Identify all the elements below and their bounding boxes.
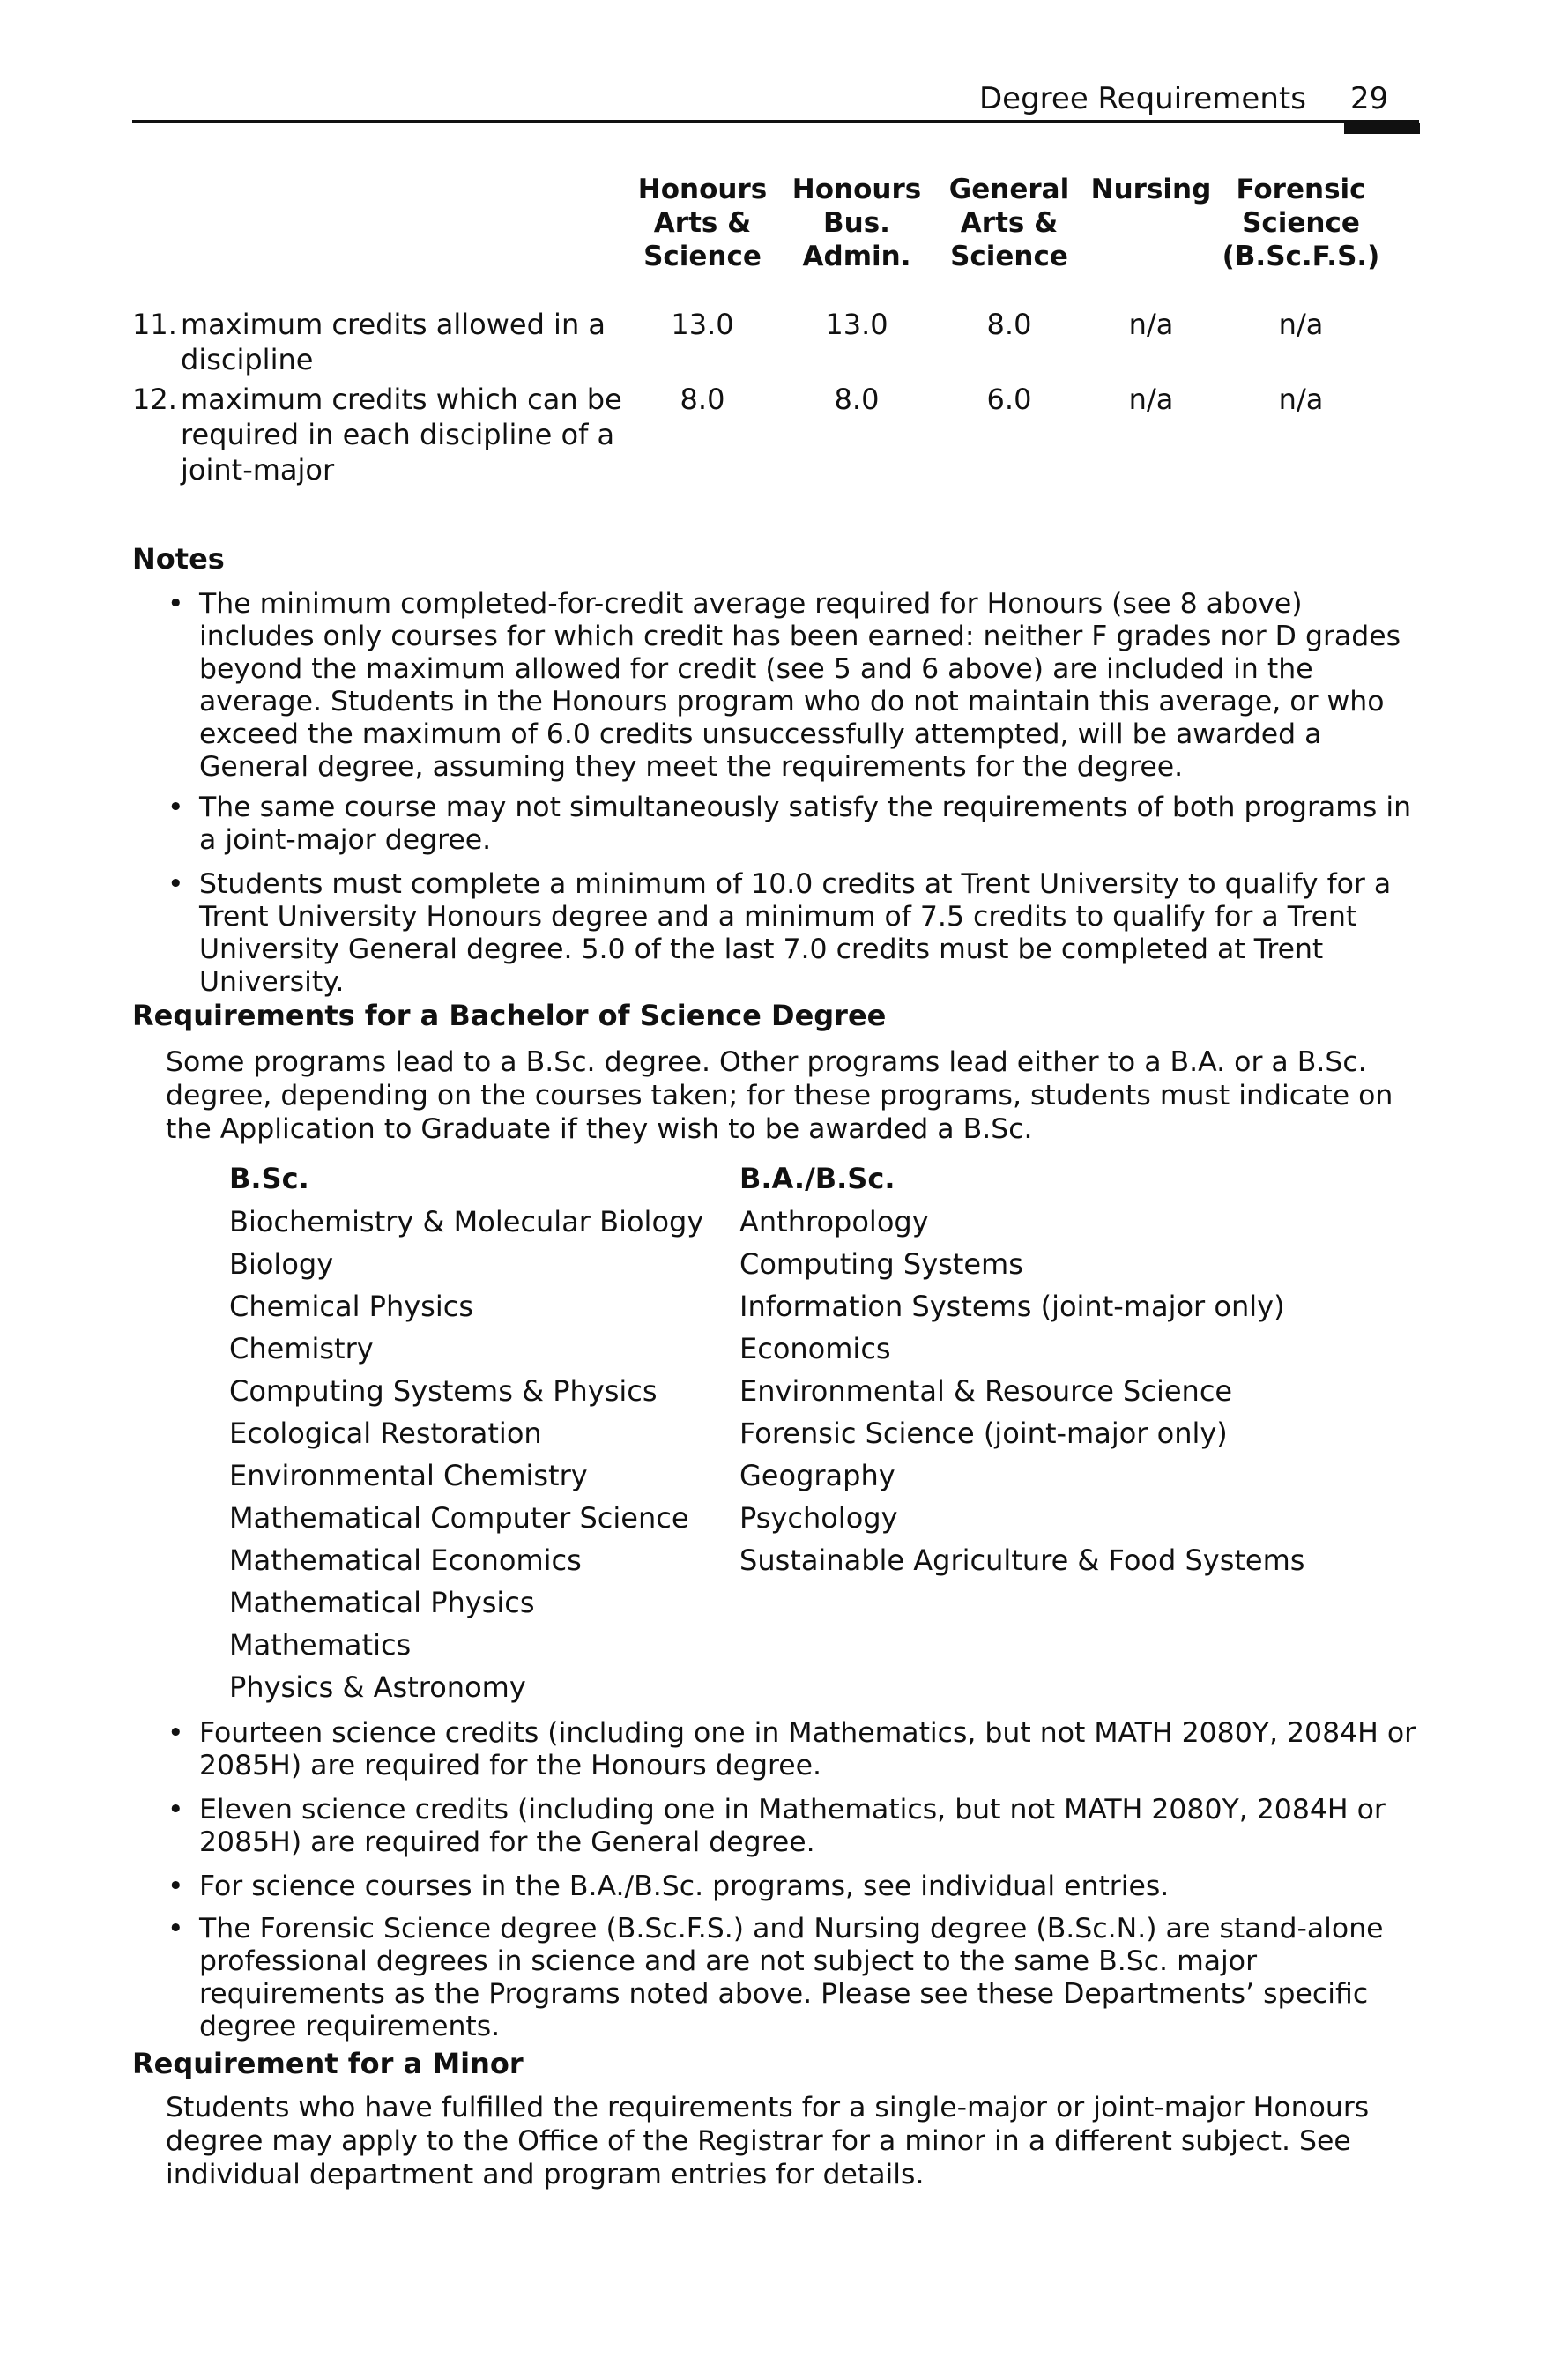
col-header-forensic-science: [1213, 173, 1389, 273]
bsc-column-heading: B.Sc.: [229, 1162, 309, 1195]
running-header-title: Degree Requirements: [979, 81, 1306, 116]
program-list-item: Geography: [739, 1459, 895, 1492]
babsc-program-list: [739, 1201, 1304, 1581]
row-number: 12.: [132, 383, 177, 416]
col-header-line: (B.Sc.F.S.): [1222, 241, 1380, 272]
program-list-item: Anthropology: [739, 1205, 929, 1238]
table-cell: n/a: [1278, 383, 1324, 416]
col-header-line: General: [948, 174, 1070, 205]
program-list-item: Biochemistry & Molecular Biology: [229, 1205, 704, 1238]
bullet-icon: •: [167, 1913, 184, 1945]
program-list-item: Biology: [229, 1247, 334, 1281]
table-cell: 6.0: [986, 383, 1032, 416]
bullet-text: Fourteen science credits (including one in Mathematics, but not MATH 2080Y, 2084H or 2085H) are required for the Honours degree.: [199, 1717, 1416, 1781]
program-list-item: Environmental & Resource Science: [739, 1374, 1233, 1408]
bsc-heading: Requirements for a Bachelor of Science Degree: [132, 999, 887, 1032]
notes-bullet: [167, 588, 1419, 784]
program-list-item: Environmental Chemistry: [229, 1459, 588, 1492]
col-header-line: Admin.: [802, 241, 911, 272]
col-header-line: Forensic: [1236, 174, 1366, 205]
minor-paragraph: Students who have fulfilled the requirements for a single-major or joint-major Honours degree may apply to the Office of the Registrar for a minor in a different subject. See individual department and program entries for details.: [166, 2092, 1370, 2190]
bullet-icon: •: [167, 588, 184, 620]
program-list-item: Mathematics: [229, 1628, 412, 1662]
col-header-line: Bus.: [823, 207, 890, 239]
table-cell: 8.0: [680, 383, 725, 416]
program-list-item: Computing Systems: [739, 1247, 1023, 1281]
program-list-item: Economics: [739, 1332, 891, 1365]
bullet-text: Eleven science credits (including one in Mathematics, but not MATH 2080Y, 2084H or 2085H) are required for the General degree.: [199, 1794, 1386, 1858]
table-cell: n/a: [1128, 308, 1174, 341]
table-cell: 8.0: [986, 308, 1032, 341]
col-header-line: Nursing: [1090, 174, 1212, 205]
minor-heading: Requirement for a Minor: [132, 2047, 524, 2080]
program-list-item: Physics & Astronomy: [229, 1670, 526, 1704]
bullet-text: The Forensic Science degree (B.Sc.F.S.) and Nursing degree (B.Sc.N.) are stand-alone professional degrees in science and are not subject to the same B.Sc. major requirements as the Programs noted above. Please see these Departments’ specific degree requirements.: [199, 1913, 1384, 2042]
bsc-bullet: [167, 1913, 1419, 2043]
program-list-item: Ecological Restoration: [229, 1417, 542, 1450]
bullet-icon: •: [167, 868, 184, 900]
table-row-label: [132, 382, 626, 487]
col-header-line: Science: [643, 241, 762, 272]
program-list-item: Chemistry: [229, 1332, 374, 1365]
program-list-item: Mathematical Computer Science: [229, 1501, 689, 1535]
table-cell: n/a: [1128, 383, 1174, 416]
col-header-line: Honours: [791, 174, 922, 205]
row-label-text: maximum credits which can be required in each discipline of a joint-major: [181, 383, 622, 487]
bullet-text: Students must complete a minimum of 10.0 credits at Trent University to qualify for a Trent University Honours degree and a minimum of 7.5 credits to qualify for a Trent University General degree. 5.0 of the last 7.0 credits must be completed at Trent University.: [199, 868, 1392, 998]
header-tab-marker: [1344, 123, 1420, 134]
program-list-item: Sustainable Agriculture & Food Systems: [739, 1543, 1305, 1577]
notes-bullet: [167, 868, 1419, 999]
bullet-text: The same course may not simultaneously satisfy the requirements of both programs in a joint-major degree.: [199, 792, 1412, 856]
col-header-honours-bus-admin: [769, 173, 945, 273]
bullet-icon: •: [167, 1794, 184, 1826]
bullet-icon: •: [167, 1717, 184, 1749]
bullet-text: The minimum completed-for-credit average required for Honours (see 8 above) includes only courses for which credit has been earned: neither F grades nor D grades beyond the maximum allowed for credit (see 5 and 6 above) are included in the average. Students in the Honours program who do not maintain this average, or who exceed the maximum of 6.0 credits unsuccessfully attempted, will be awarded a General degree, assuming they meet the requirements for the degree.: [199, 588, 1401, 783]
program-list-item: Psychology: [739, 1501, 898, 1535]
row-number: 11.: [132, 308, 177, 341]
notes-heading: Notes: [132, 542, 225, 576]
bullet-text: For science courses in the B.A./B.Sc. programs, see individual entries.: [199, 1871, 1170, 1902]
col-header-line: Science: [1242, 207, 1360, 239]
program-list-item: Chemical Physics: [229, 1290, 473, 1323]
bsc-bullet: [167, 1871, 1419, 1903]
col-header-line: Arts &: [960, 207, 1059, 239]
col-header-honours-arts-science: [614, 173, 791, 273]
col-header-line: Science: [950, 241, 1068, 272]
program-list-item: Mathematical Economics: [229, 1543, 582, 1577]
table-cell: 8.0: [834, 383, 880, 416]
notes-bullet: [167, 792, 1419, 857]
table-cell: 13.0: [825, 308, 888, 341]
page-number: 29: [1350, 81, 1389, 116]
program-list-item: Computing Systems & Physics: [229, 1374, 658, 1408]
col-header-line: Arts &: [653, 207, 752, 239]
row-label-text: maximum credits allowed in a discipline: [181, 308, 606, 376]
bsc-intro-paragraph: Some programs lead to a B.Sc. degree. Other programs lead either to a B.A. or a B.Sc. degree, depending on the courses taken; for these programs, students must indicate on the Application to Graduate if they wish to be awarded a B.Sc.: [166, 1046, 1393, 1145]
table-cell: n/a: [1278, 308, 1324, 341]
program-list-item: Information Systems (joint-major only): [739, 1290, 1285, 1323]
header-rule: [132, 120, 1419, 123]
table-row-label: [132, 307, 626, 377]
program-list-item: Mathematical Physics: [229, 1586, 535, 1619]
bullet-icon: •: [167, 1871, 184, 1902]
babsc-column-heading: B.A./B.Sc.: [739, 1162, 895, 1195]
bsc-bullet: [167, 1794, 1419, 1859]
col-header-line: Honours: [637, 174, 768, 205]
bsc-bullet: [167, 1717, 1419, 1782]
bsc-program-list: [229, 1201, 703, 1708]
bullet-icon: •: [167, 792, 184, 823]
table-cell: 13.0: [671, 308, 734, 341]
program-list-item: Forensic Science (joint-major only): [739, 1417, 1228, 1450]
